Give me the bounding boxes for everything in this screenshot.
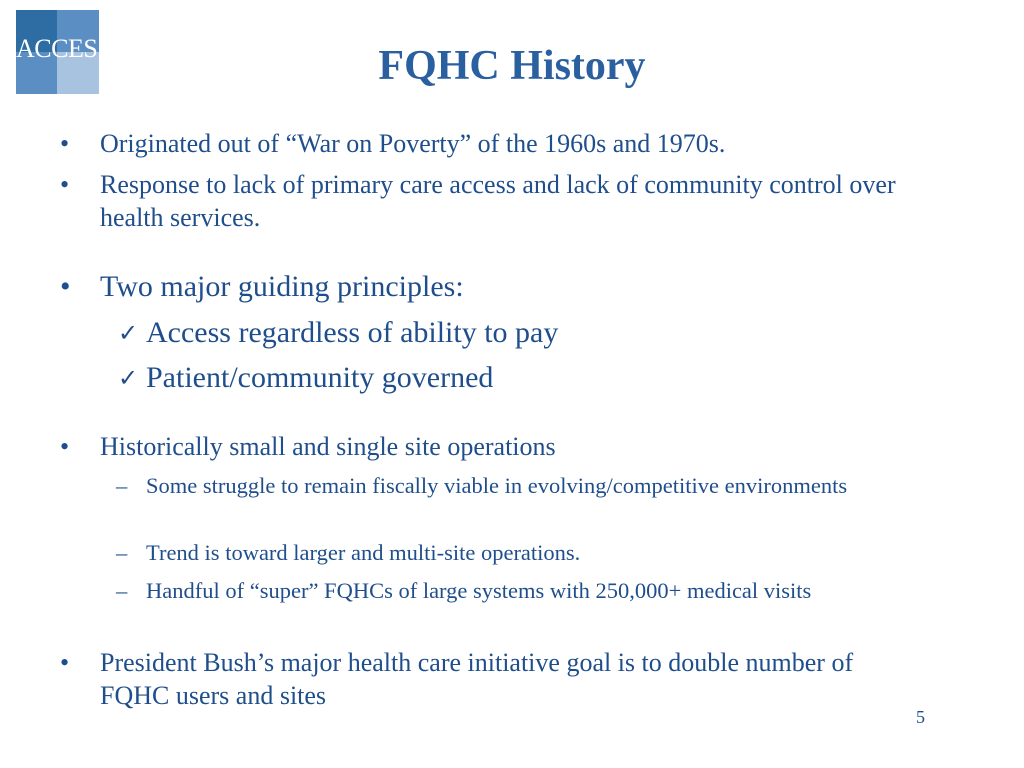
page-number: 5 <box>916 707 925 727</box>
bullet-text: Two major guiding principles: <box>100 270 464 303</box>
check-text: Patient/community governed <box>146 361 494 394</box>
dash-marker: – <box>116 578 128 603</box>
bullet-marker: • <box>60 432 70 461</box>
check-text: Access regardless of ability to pay <box>146 316 559 349</box>
bullet-marker: • <box>60 648 70 677</box>
sub-text: Some struggle to remain fiscally viable in evolving/competitive environments <box>146 473 848 498</box>
bullet-marker: • <box>60 170 70 199</box>
bullet-text: Originated out of “War on Poverty” of the 1960s and 1970s. <box>100 129 726 158</box>
logo-text: ACCESS <box>16 34 112 63</box>
checkmark-icon: ✓ <box>118 364 139 392</box>
sub-text: Trend is toward larger and multi-site operations. <box>146 540 581 565</box>
dash-marker: – <box>116 473 128 498</box>
bullet-text: President Bush’s major health care initiative goal is to double number of FQHC users and sites <box>100 648 854 710</box>
sub-text: Handful of “super” FQHCs of large systems with 250,000+ medical visits <box>146 578 812 603</box>
bullet-text: Historically small and single site operations <box>100 432 556 461</box>
checkmark-icon: ✓ <box>118 319 139 347</box>
slide-title: FQHC History <box>378 43 646 89</box>
bullet-marker: • <box>60 270 71 303</box>
bullet-text: Response to lack of primary care access and lack of community control over health services. <box>100 170 896 232</box>
bullet-marker: • <box>60 129 70 158</box>
dash-marker: – <box>116 540 128 565</box>
